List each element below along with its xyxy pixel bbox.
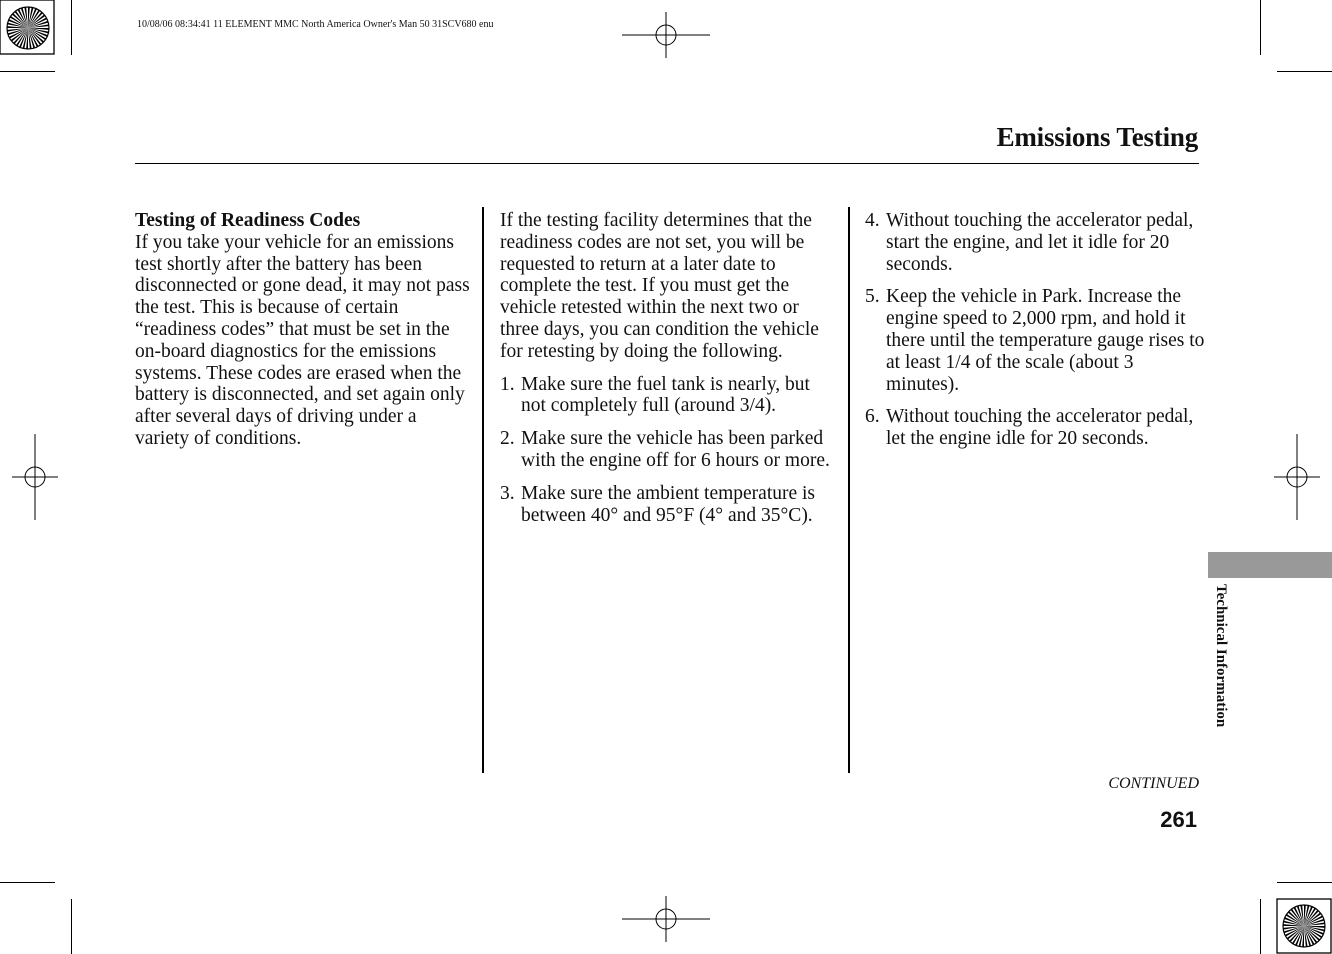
step-number: 3.	[500, 482, 515, 504]
column-1	[135, 210, 470, 450]
paragraph: If the testing facility determines that the readiness codes are not set, you will be requested to return at a later date to complete the test. If you must get the vehicle retested within the next two or three days, you can condition the vehicle for retesting by doing the following.	[500, 210, 819, 362]
crop-mark	[1260, 899, 1261, 954]
step-text: Keep the vehicle in Park. Increase the engine speed to 2,000 rpm, and hold it there until the temperature gauge rises to at least 1/4 of the scale (about 3 minutes).	[886, 286, 1205, 395]
title-rule	[135, 163, 1199, 164]
column-2	[500, 210, 835, 526]
section-tab-label: Technical Information	[1213, 584, 1229, 728]
registration-starburst-icon	[0, 0, 56, 56]
list-item	[500, 428, 835, 472]
paragraph: If you take your vehicle for an emissions test shortly after the battery has been disconnected or gone dead, it may not pass the test. This is because of certain “readiness codes” that must be set in the on-board diagnostics for the emissions systems. These codes are erased when the battery is disconnected, and set again only after several days of driving under a variety of conditions.	[135, 231, 470, 449]
registration-starburst-icon	[1276, 898, 1332, 954]
list-item	[865, 406, 1205, 450]
crop-mark	[1260, 0, 1261, 55]
step-list	[865, 210, 1205, 450]
crop-mark	[0, 71, 55, 72]
step-number: 6.	[865, 406, 880, 428]
step-text: Make sure the ambient temperature is between 40° and 95°F (4° and 35°C).	[521, 482, 816, 526]
crop-mark	[71, 0, 72, 55]
crosshair-icon	[622, 896, 710, 942]
print-info: 10/08/06 08:34:41 11 ELEMENT MMC North America Owner's Man 50 31SCV680 enu	[137, 19, 494, 30]
crosshair-icon	[1274, 434, 1320, 520]
section-heading: Testing of Readiness Codes	[135, 210, 361, 231]
step-number: 4.	[865, 210, 880, 231]
crosshair-icon	[622, 12, 710, 58]
list-item	[500, 483, 835, 527]
page-number: 261	[1160, 807, 1197, 832]
step-number: 2.	[500, 428, 515, 450]
list-item	[865, 286, 1205, 395]
crosshair-icon	[12, 434, 58, 520]
section-tab	[1208, 552, 1332, 578]
list-item	[865, 210, 1205, 275]
crop-mark	[71, 899, 72, 954]
step-list	[500, 374, 835, 527]
step-text: Without touching the accelerator pedal, start the engine, and let it idle for 20 seconds.	[886, 210, 1194, 275]
continued-label: CONTINUED	[1108, 775, 1199, 792]
page-title: Emissions Testing	[996, 122, 1198, 152]
crop-mark	[1277, 71, 1332, 72]
step-text: Make sure the fuel tank is nearly, but not completely full (around 3/4).	[521, 373, 810, 417]
column-divider	[482, 207, 484, 773]
column-3	[865, 210, 1205, 450]
column-divider	[848, 207, 850, 773]
step-number: 1.	[500, 373, 515, 395]
list-item	[500, 374, 835, 418]
step-number: 5.	[865, 286, 880, 308]
step-text: Make sure the vehicle has been parked with the engine off for 6 hours or more.	[521, 428, 830, 471]
crop-mark	[1277, 882, 1332, 883]
crop-mark	[0, 882, 55, 883]
step-text: Without touching the accelerator pedal, let the engine idle for 20 seconds.	[886, 406, 1194, 450]
